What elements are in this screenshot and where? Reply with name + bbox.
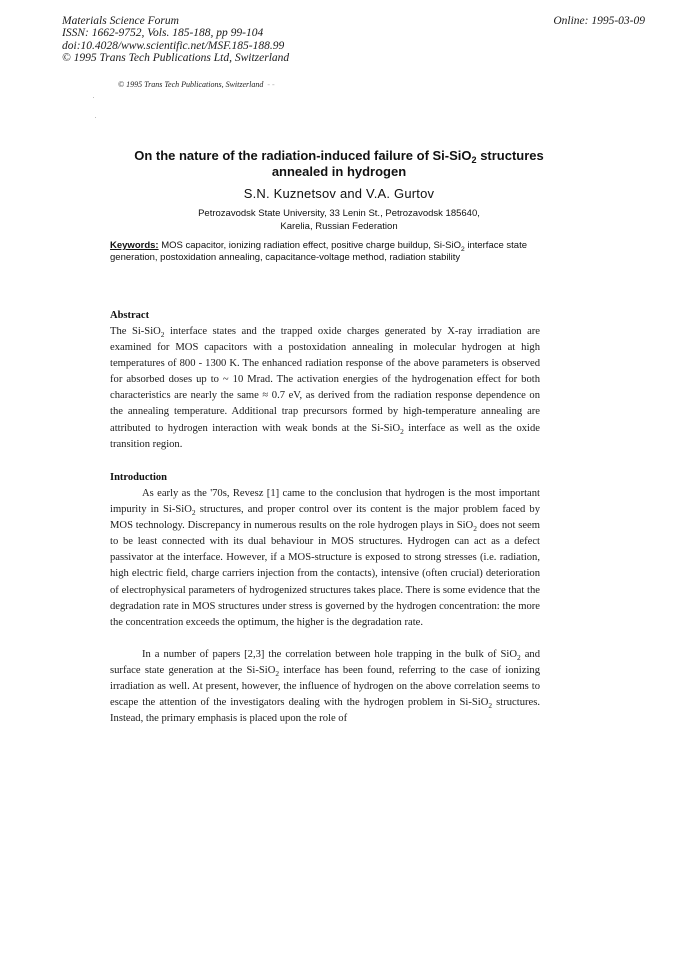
abstract-text: The Si-SiO$_2$ interface states and the trapped oxide charges generated by X-ray irradiation are examined for MOS capacitors with a postoxidation annealing in molecular hydrogen at high temperatures of 800 - 1300 K. The enhanced radiation response of the above parameters is observed for absorbed doses up to ~ 10 Mrad. The activation energies of the hydrogenation effect for both characteristics are nearly the same ≈ 0.7 eV, as derived from the radiation response dependence on the annealing temperature. Additional trap precursors formed by high-temperature annealing are attributed to hydrogen interaction with weak bonds at the Si-SiO$_2$ interface as well as the oxide transition region. [110,326,540,450]
copyright-stamp [118,80,275,89]
title-line-1: On the nature of the radiation-induced failure of Si-SiO$_2$ structures [134,148,544,165]
keywords: Keywords: MOS capacitor, ionizing radiation effect, positive charge buildup, Si-SiO$_2$ interface state generation, postoxidation annealing, capacitance-voltage method, radiation stability [110,240,527,264]
authors: S.N. Kuznetsov and V.A. Gurtov [243,186,435,201]
keywords-label: Keywords: [110,240,159,251]
paper-title [0,148,678,180]
stamp-dash: - - [267,80,275,89]
scan-speck [95,117,96,118]
intro-paragraph-2: In a number of papers [2,3] the correlation between hole trapping in the bulk of SiO$_2$ and surface state generation at the Si-SiO$_2$ interface has been found, referring to the case of ionizing irradiation as well. At present, however, the influence of hydrogen on the above correlation seems to escape the attention of the investigators dealing with the hydrogen problem in Si-SiO$_2$ structures. Instead, the primary emphasis is placed upon the role of [110,649,541,725]
abstract-heading: Abstract [110,310,150,321]
copyright-line: © 1995 Trans Tech Publications Ltd, Switzerland [62,52,290,65]
affiliation [0,208,678,233]
affiliation-line-1: Petrozavodsk State University, 33 Lenin St., Petrozavodsk 185640, [198,208,480,219]
stamp-text: © 1995 Trans Tech Publications, Switzerland [118,80,264,89]
title-line-2: annealed in hydrogen [271,164,407,179]
intro-paragraph-1: As early as the '70s, Revesz [1] came to the conclusion that hydrogen is the most important impurity in Si-SiO$_2$ structures, and proper control over its content is the major problem faced by MOS technology. Discrepancy in numerous results on the role hydrogen plays in SiO$_2$ does not seem to be least connected with its dual behaviour in MOS structures. Hydrogen can act as a defect passivator at the interface. However, if a MOS-structure is exposed to strong stresses (i.e. radiation, high electric field, charge carriers injection from the contacts), intensive (often crucial) deterioration of electrophysical parameters of hydrogenized structures takes place. There is some evidence that the degradation rate in MOS structures under stress is governed by the hydrogen concentration: the more the concentration exceeds the optimum, the higher is the degradation rate. [110,488,541,628]
journal-name: Materials Science Forum [62,15,179,27]
scan-speck [93,97,94,98]
issn-line: ISSN: 1662-9752, Vols. 185-188, pp 99-104 [62,27,264,40]
doi-line: doi:10.4028/www.scientific.net/MSF.185-188.99 [62,39,285,52]
introduction-heading: Introduction [110,472,167,483]
publication-meta [62,15,289,65]
online-date: Online: 1995-03-09 [553,15,645,27]
affiliation-line-2: Karelia, Russian Federation [280,220,398,232]
